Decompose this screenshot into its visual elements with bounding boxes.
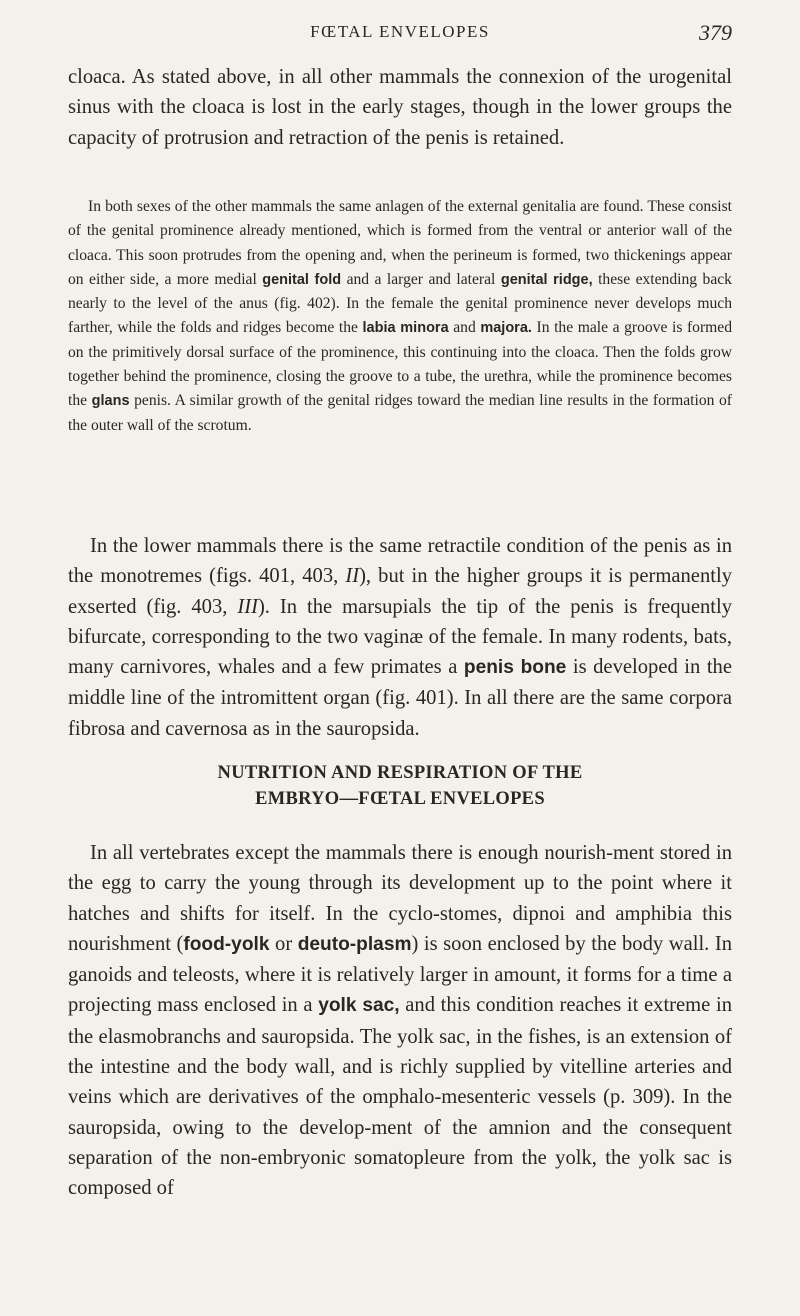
paragraph-penis-retraction: cloaca. As stated above, in all other mammals the connexion of the urogenital sinus with the cloaca is lost in the early stages, though in the lower groups the capacity of protrusion and retraction of the penis is retained. [68, 66, 732, 149]
page-number: 379 [699, 20, 732, 45]
term-genital-fold: genital fold [262, 271, 342, 288]
section-heading-line-2: EMBRYO—FŒTAL ENVELOPES [255, 789, 545, 809]
term-food-yolk: food-yolk [183, 933, 270, 955]
term-glans: glans [91, 393, 130, 410]
term-yolk-sac: yolk sac, [318, 995, 400, 1017]
term-genital-ridge: genital ridge, [500, 271, 593, 288]
term-deutoplasm: deuto-plasm [297, 933, 412, 955]
running-head: FŒTAL ENVELOPES [310, 22, 490, 41]
term-penis-bone: penis bone [463, 657, 567, 679]
term-majora: majora. [480, 320, 532, 337]
term-labia-minora: labia minora [362, 320, 449, 337]
paragraph-penis-mammals: In the lower mammals there is the same retractile condition of the penis as in the monotremes (figs. 401, 403, II), but in the higher groups it is permanently exserted (fig. 403, III). In the marsupials the tip of the penis is frequently bifurcate, corresponding to the two vaginæ of the female. In many rodents, bats, many carnivores, whales and a few primates a penis bone is developed in the middle line of the intromittent organ (fig. 401). In all there are the same corpora fibrosa and cavernosa as in the sauropsida. [68, 535, 732, 740]
section-heading [68, 760, 732, 812]
section-heading-line-1: NUTRITION AND RESPIRATION OF THE [217, 763, 583, 783]
small-print-external-genitalia: In both sexes of the other mammals the same anlagen of the external genitalia are found. These consist of the genital prominence already mentioned, which is formed from the ventral or anterior wall of the cloaca. This soon protrudes from the opening and, when the perineum is formed, two thickenings appear on either side, a more medial genital fold and a larger and lateral genital ridge, these extending back nearly to the level of the anus (fig. 402). In the female the genital prominence never develops much farther, while the folds and ridges become the labia minora and majora. In the male a groove is formed on the primitively dorsal surface of the prominence, this continuing into the cloaca. Then the folds grow together behind the prominence, closing the groove to a tube, the urethra, while the prominence becomes the glans penis. A similar growth of the genital ridges toward the median line results in the formation of the outer wall of the scrotum. [68, 198, 732, 434]
paragraph-nutrition: In all vertebrates except the mammals there is enough nourish-ment stored in the egg to carry the young through its development up to the point where it hatches and shifts for itself. In the cyclo-stomes, dipnoi and amphibia this nourishment (food-yolk or deuto-plasm) is soon enclosed by the body wall. In ganoids and teleosts, where it is relatively larger in amount, it forms for a time a projecting mass enclosed in a yolk sac, and this condition reaches it extreme in the elasmobranchs and sauropsida. The yolk sac, in the fishes, is an extension of the intestine and the body wall, and is richly supplied by vitelline arteries and veins which are derivatives of the omphalo-mesenteric vessels (p. 309). In the sauropsida, owing to the develop-ment of the amnion and the consequent separation of the non-embryonic somatopleure from the yolk, the yolk sac is composed of [68, 842, 733, 1200]
page-header [68, 20, 732, 50]
